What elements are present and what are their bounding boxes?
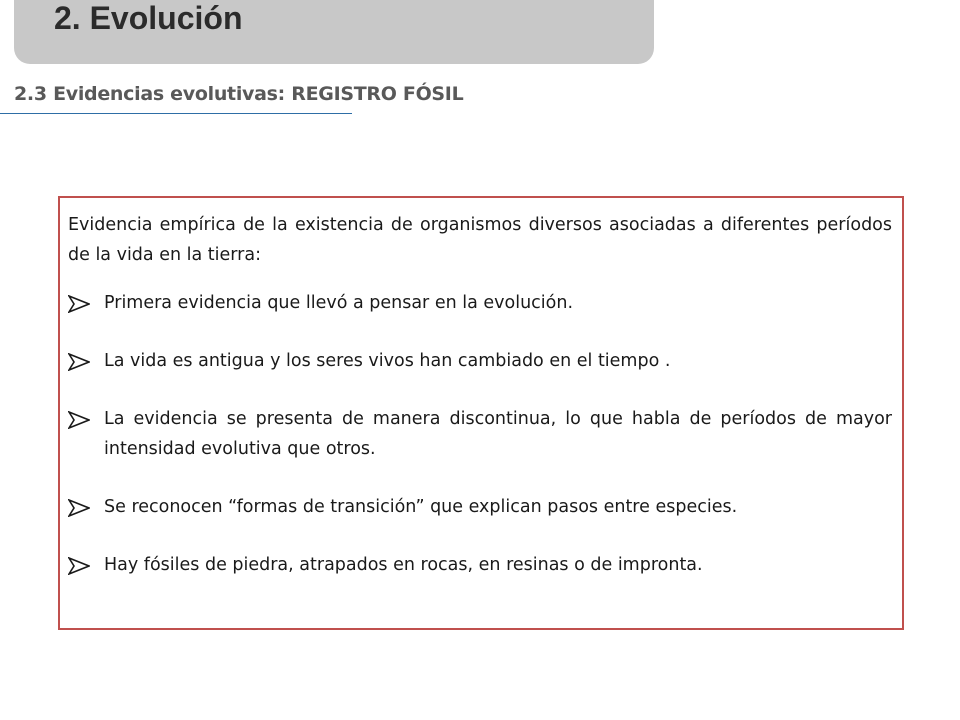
bullet-item: [68, 550, 892, 580]
arrowhead-bullet-icon: [68, 411, 90, 429]
bullet-item: [68, 288, 892, 318]
arrowhead-bullet-icon: [68, 557, 90, 575]
bullet-item: [68, 346, 892, 376]
bullet-item: [68, 404, 892, 464]
bullet-text: La vida es antigua y los seres vivos han cambiado en el tiempo .: [104, 351, 671, 371]
arrowhead-bullet-icon: [68, 295, 90, 313]
section-subtitle: 2.3 Evidencias evolutivas: REGISTRO FÓSIL: [14, 83, 464, 105]
content-box: [58, 196, 904, 630]
bullet-text: Hay fósiles de piedra, atrapados en rocas, en resinas o de impronta.: [104, 555, 703, 575]
arrowhead-bullet-icon: [68, 353, 90, 371]
bullet-list: [68, 288, 892, 580]
bullet-text: La evidencia se presenta de manera discontinua, lo que habla de períodos de mayor intensidad evolutiva que otros.: [104, 409, 892, 459]
slide-title: 2. Evolución: [54, 0, 243, 36]
bullet-text: Se reconocen “formas de transición” que explican pasos entre especies.: [104, 497, 738, 517]
subtitle-underline: [0, 113, 352, 114]
arrowhead-bullet-icon: [68, 499, 90, 517]
bullet-text: Primera evidencia que llevó a pensar en la evolución.: [104, 293, 574, 313]
intro-paragraph: Evidencia empírica de la existencia de organismos diversos asociadas a diferentes períodos de la vida en la tierra:: [68, 215, 892, 265]
bullet-item: [68, 492, 892, 522]
title-bar: [14, 0, 654, 64]
